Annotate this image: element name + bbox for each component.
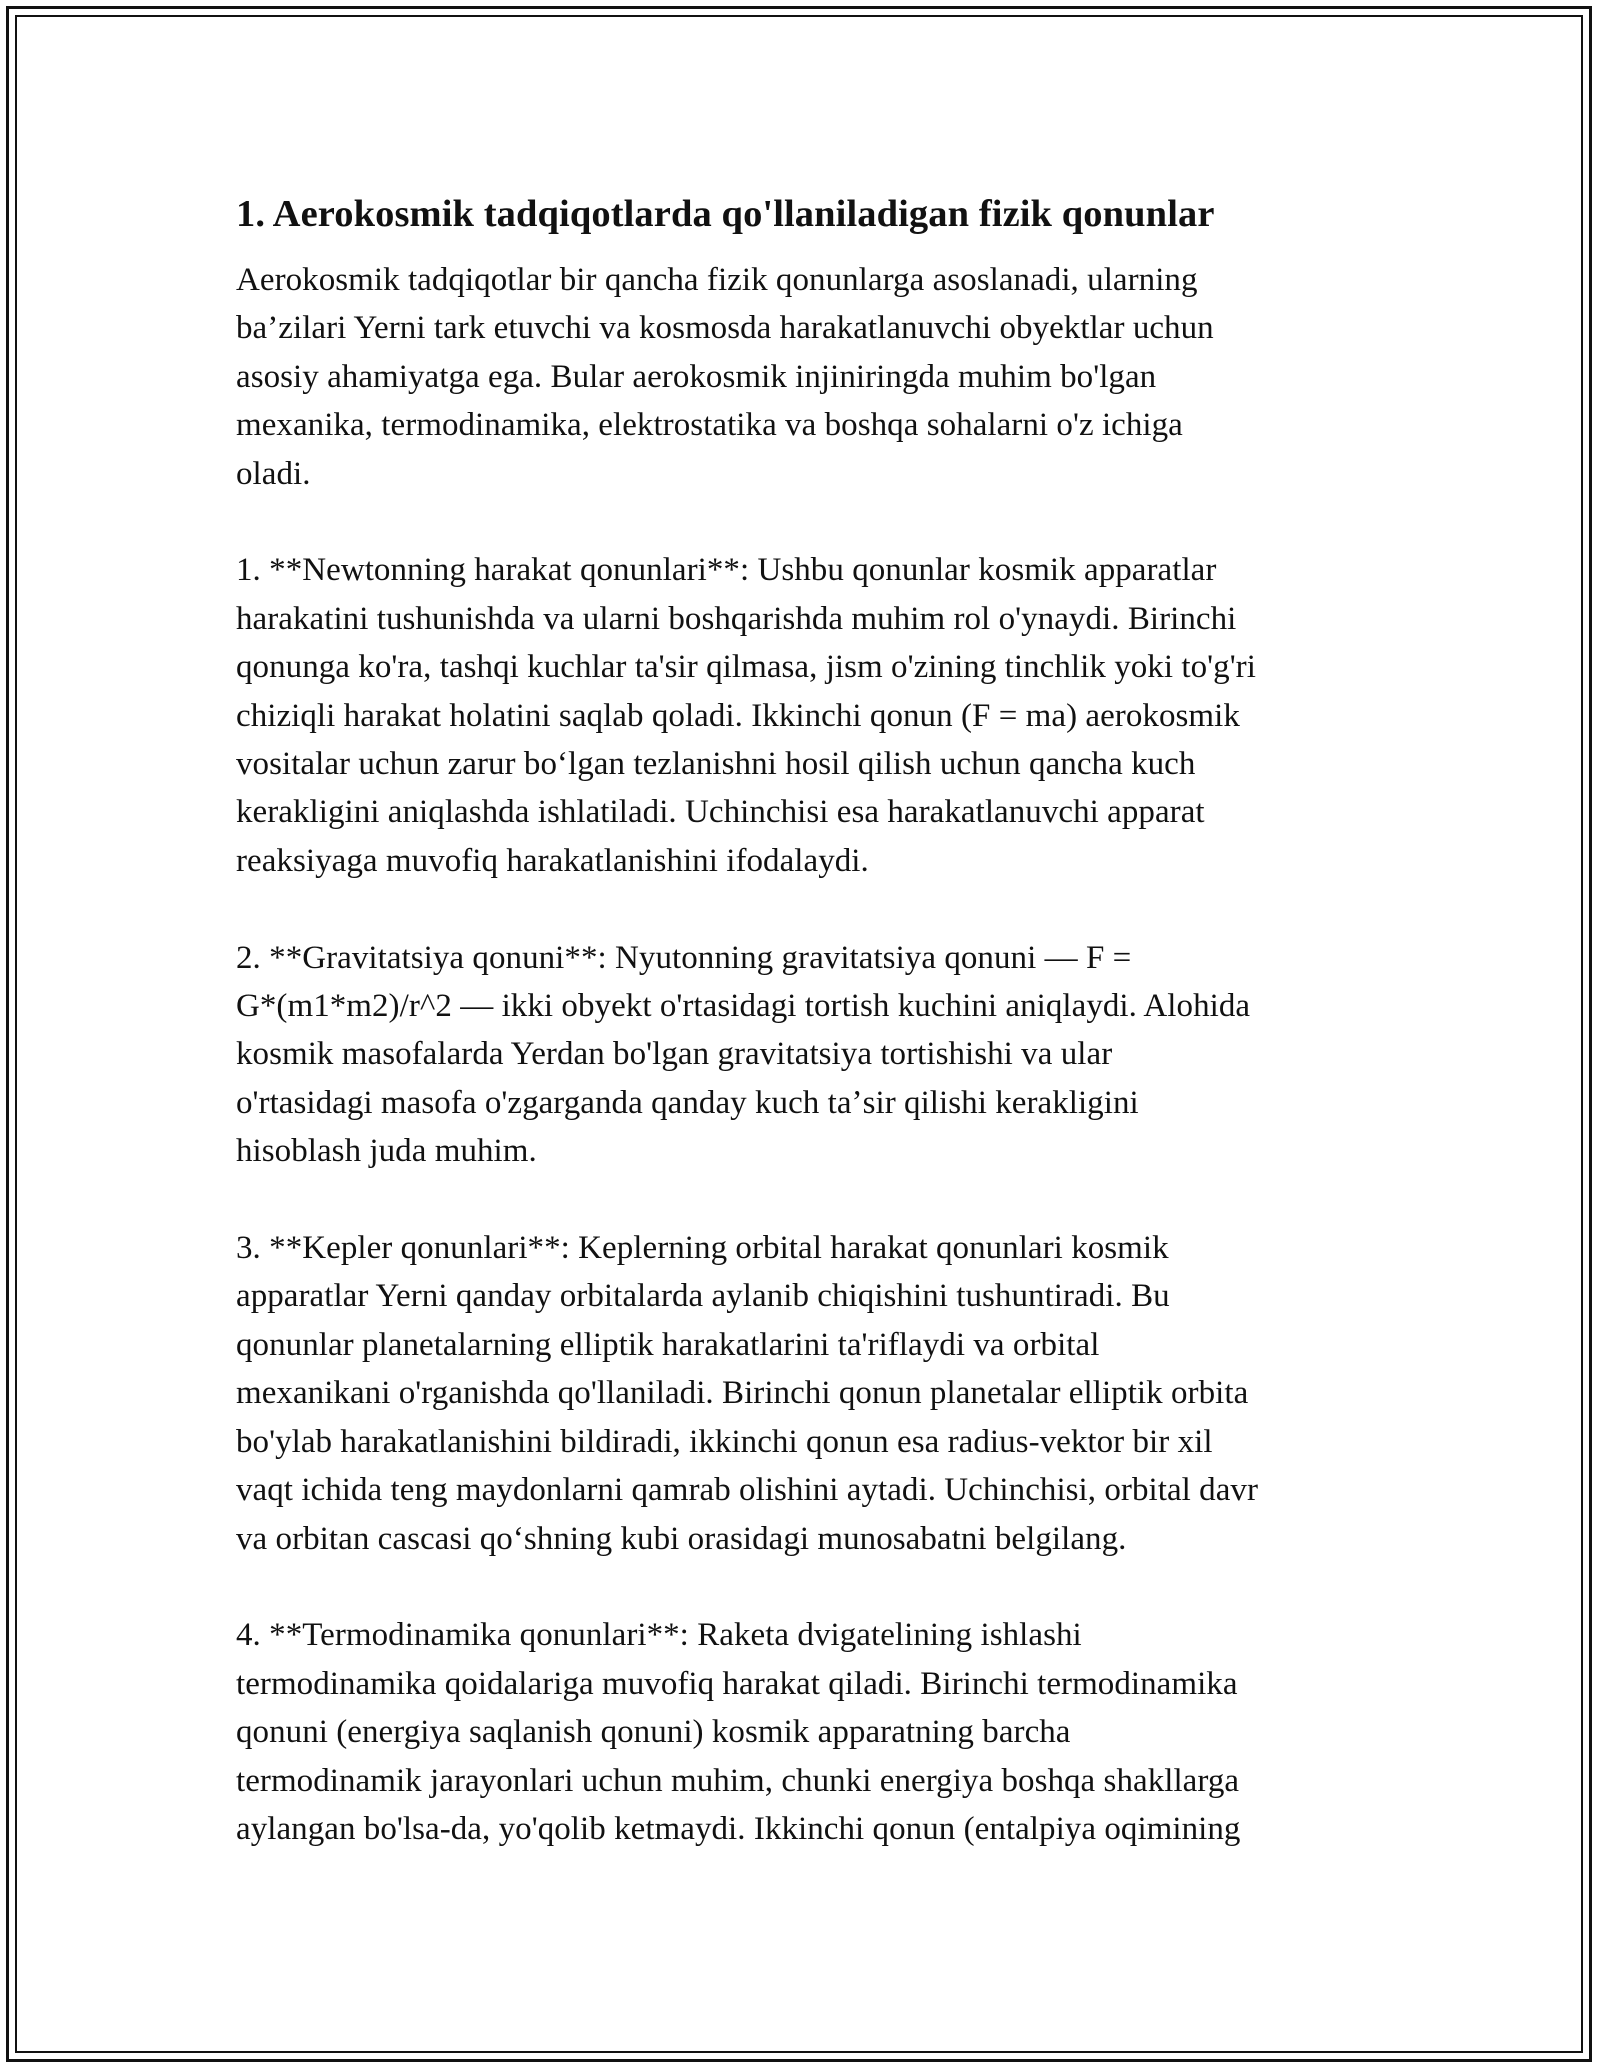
paragraph-kepler-laws: 3. **Kepler qonunlari**: Keplerning orbital harakat qonunlari kosmik apparatlar Yerni qanday orbitalarda aylanib chiqishini tushuntiradi. Bu qonunlar planetalarning elliptik harakatlarini ta'riflaydi va orbital mexanikani o'rganishda qo'llaniladi. Birinchi qonun planetalar elliptik orbita bo'ylab harakatlanishini bildiradi, ikkinchi qonun esa radius-vektor bir xil vaqt ichida teng maydonlarni qamrab olishini aytadi. Uchinchisi, orbital davr va orbitan cascasi qo‘shning kubi orasidagi munosabatni belgilang. xyxy=(236,1230,1258,1557)
section-heading: 1. Aerokosmik tadqiqotlarda qo'llaniladigan fizik qonunlar xyxy=(236,193,1215,235)
document-body xyxy=(236,188,1376,1853)
intro-paragraph: Aerokosmik tadqiqotlar bir qancha fizik qonunlarga asoslanadi, ularning ba’zilari Yerni tark etuvchi va kosmosda harakatlanuvchi obyektlar uchun asosiy ahamiyatga ega. Bular aerokosmik injiniringda muhim bo'lgan mexanika, termodinamika, elektrostatika va boshqa sohalarni o'z ichiga oladi. xyxy=(236,262,1214,492)
paragraph-thermodynamics-laws: 4. **Termodinamika qonunlari**: Raketa dvigatelining ishlashi termodinamika qoidalariga muvofiq harakat qiladi. Birinchi termodinamika qonuni (energiya saqlanish qonuni) kosmik apparatning barcha termodinamik jarayonlari uchun muhim, chunki energiya boshqa shakllarga aylangan bo'lsa-da, yo'qolib ketmaydi. Ikkinchi qonun (entalpiya oqimining xyxy=(236,1617,1241,1847)
paragraph-gravitation-law: 2. **Gravitatsiya qonuni**: Nyutonning gravitatsiya qonuni — F = G*(m1*m2)/r^2 — ikki obyekt o'rtasidagi tortish kuchini aniqlaydi. Alohida kosmik masofalarda Yerdan bo'lgan gravitatsiya tortishishi va ular o'rtasidagi masofa o'zgarganda qanday kuch taʼsir qilishi kerakligini hisoblash juda muhim. xyxy=(236,939,1251,1170)
paragraph-newton-laws: 1. **Newtonning harakat qonunlari**: Ushbu qonunlar kosmik apparatlar harakatini tushunishda va ularni boshqarishda muhim rol o'ynaydi. Birinchi qonunga ko'ra, tashqi kuchlar ta'sir qilmasa, jism o'zining tinchlik yoki to'g'ri chiziqli harakat holatini saqlab qoladi. Ikkinchi qonun (F = ma) aerokosmik vositalar uchun zarur bo‘lgan tezlanishni hosil qilish uchun qancha kuch kerakligini aniqlashda ishlatiladi. Uchinchisi esa harakatlanuvchi apparat reaksiyaga muvofiq harakatlanishini ifodalaydi. xyxy=(236,552,1256,879)
